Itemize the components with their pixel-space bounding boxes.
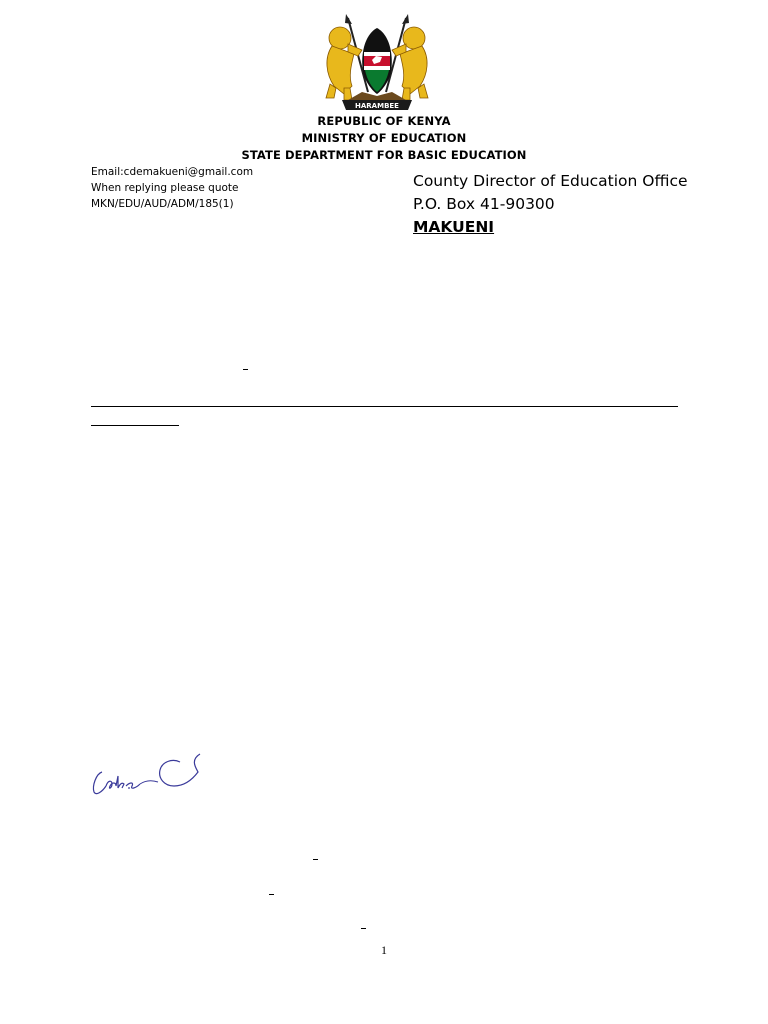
short-rule <box>91 425 179 426</box>
dash-mark <box>361 928 366 929</box>
sender-email: Email:cdemakueni@gmail.com <box>91 166 254 178</box>
header-republic: REPUBLIC OF KENYA <box>317 114 451 128</box>
header-ministry: MINISTRY OF EDUCATION <box>301 131 467 145</box>
horizontal-rule <box>91 406 678 407</box>
svg-text:HARAMBEE: HARAMBEE <box>355 102 399 110</box>
dash-mark <box>313 859 318 860</box>
signature-icon <box>88 752 204 800</box>
page-number: 1 <box>381 943 387 957</box>
dash-mark <box>269 894 274 895</box>
sender-block <box>91 164 253 212</box>
reply-note: When replying please quote <box>91 182 239 194</box>
dash-mark <box>243 369 248 370</box>
address-town: MAKUENI <box>413 218 495 236</box>
address-box: P.O. Box 41-90300 <box>413 195 555 213</box>
address-office: County Director of Education Office <box>413 172 688 190</box>
address-block <box>413 170 688 239</box>
header-department: STATE DEPARTMENT FOR BASIC EDUCATION <box>241 148 527 162</box>
reference-number: MKN/EDU/AUD/ADM/185(1) <box>91 198 234 210</box>
coat-of-arms-icon <box>318 14 436 112</box>
